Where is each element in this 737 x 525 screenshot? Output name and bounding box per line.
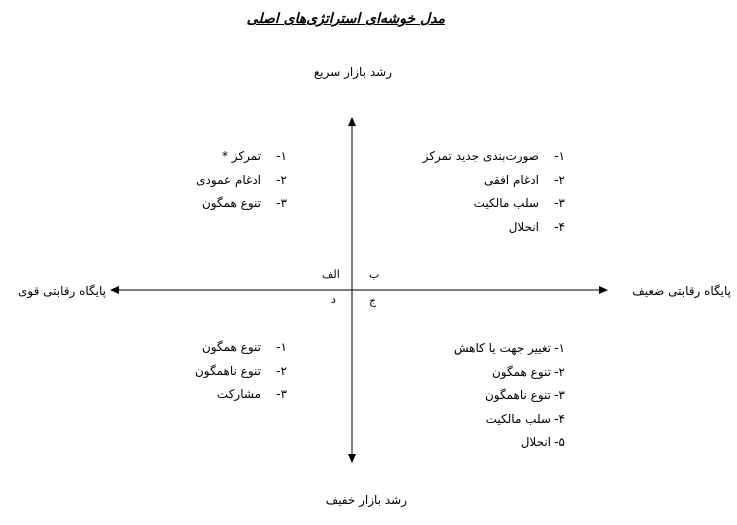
quadrant-bottom-right-list: [454, 342, 565, 460]
list-item: ۲-ادغام عمودی: [196, 172, 287, 187]
list-item: ۴-سلب مالکیت: [485, 411, 565, 426]
list-item: ۲-تنوع ناهمگون: [194, 363, 287, 378]
page-title: مدل خوشه‌ای استراتژی‌های اصلی: [246, 11, 445, 27]
quadrant-label-alef: الف: [322, 268, 340, 281]
list-item: ۳-سلب مالکیت: [473, 196, 565, 210]
quadrant-top-right-list: [423, 150, 565, 244]
quadrant-label-be: ب: [369, 268, 380, 281]
quadrant-label-jim: ج: [369, 294, 377, 307]
axis-label-bottom: رشد بازار خفیف: [325, 493, 407, 507]
list-item: ۵-انحلال: [520, 435, 565, 449]
list-item: ۱-تمرکز *: [221, 149, 287, 163]
horizontal-axis: [110, 286, 608, 294]
list-item: ۲-تنوع همگون: [491, 364, 565, 379]
quadrant-bottom-left-list: [195, 341, 287, 412]
quadrant-top-left-list: [196, 150, 287, 221]
list-item: ۴-انحلال: [508, 219, 565, 234]
axis-label-left: پایگاه رقابتی قوی: [18, 284, 107, 298]
list-item: ۱-تنوع همگون: [201, 340, 287, 354]
list-item: ۱-تغییر جهت یا کاهش: [453, 341, 565, 355]
quadrant-label-dal: د: [331, 293, 336, 306]
list-item: ۱-صورت‌بندی جدید تمرکز: [422, 149, 565, 163]
list-item: ۳-مشارکت: [216, 387, 287, 401]
list-item: ۳-تنوع ناهمگون: [484, 388, 565, 402]
list-item: ۳-تنوع همگون: [201, 196, 287, 210]
axis-label-top: رشد بازار سریع: [313, 65, 392, 79]
list-item: ۲-ادغام افقی: [484, 172, 565, 187]
axis-label-right: پایگاه رقابتی ضعیف: [632, 284, 731, 298]
